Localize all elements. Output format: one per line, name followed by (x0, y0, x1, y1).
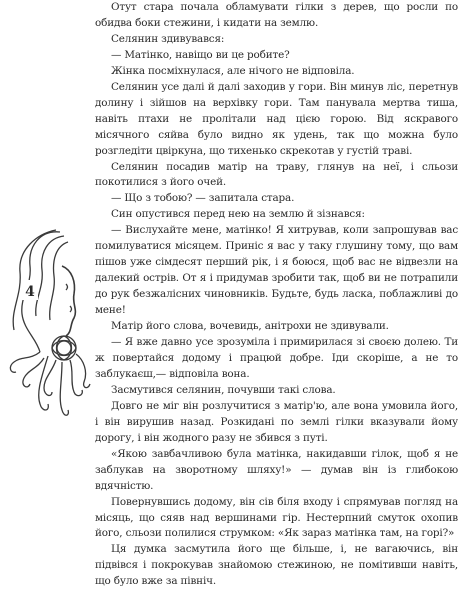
paragraph: Жінка посміхнулася, але нічого не відповіла. (111, 64, 355, 77)
paragraph: — Вислухайте мене, матінко! Я хитрував, коли запрошував вас помилуватися місяцем. Приніс я вас у таку глушину тому, що вам пішов уже сімдесят перший рік, і я боюся, щоб вас не відвезли на далекий острів. От я і придумав зробити так, щоб ви не потрапили до рук безжалісних чиновників. Будьте, будь ласка, поблажливі до мене! (95, 224, 458, 317)
paragraph: Матір його слова, вочевидь, анітрохи не здивували. (111, 320, 389, 333)
paragraph: Довго не міг він розлучитися з матір'ю, але вона умовила його, і він вирушив назад. Розкидані по землі гілки вказували йому дорогу, і він жодного разу не збився з путі. (95, 399, 458, 444)
knot-ornament-illustration (0, 226, 92, 426)
paragraph: Селянин посадив матір на траву, глянув на неї, і сльози покотилися з його очей. (95, 160, 458, 189)
paragraph: Повернувшись додому, він сів біля входу і спрямував погляд на місяць, що сяяв над вершинами гір. Нестерпний смуток охопив його, сльози полилися струмком: «Як зараз матінка там, на горі?» (95, 495, 458, 540)
paragraph: — Що з тобою? — запитала стара. (111, 192, 295, 205)
paragraph: Отут стара почала обламувати гілки з дерев, що росли по обидва боки стежини, і кидати на землю. (95, 1, 458, 29)
paragraph: Селянин усе далі й далі заходив у гори. Він минув ліс, перетнув долину і зійшов на верхівку гори. Там панувала мертва тиша, навіть птахи не пролітали над цією горою. Від яскравого місячного сяйва було видно як удень, так що можна було розгледіти цвіркуна, що тихенько скрекотав у густій траві. (95, 80, 458, 157)
paragraph: — Матінко, навіщо ви це робите? (111, 48, 290, 61)
paragraph: Селянин здивувався: (111, 32, 225, 45)
body-text (95, 0, 458, 590)
paragraph: «Якою завбачливою була матінка, накидавши гілок, щоб я не заблукав на зворотному шляху!» — думав він із глибокою вдячністю. (95, 447, 458, 492)
paragraph: Син опустився перед нею на землю й зізнався: (111, 208, 365, 221)
page-number: 4 (25, 284, 35, 300)
paragraph: Засмутився селянин, почувши такі слова. (111, 383, 336, 396)
paragraph: Ця думка засмутила його ще більше, і, не вагаючись, він підвівся і покрокував знайомою стежиною, не помітивши навіть, що було вже за північ. (95, 543, 458, 588)
paragraph: — Я вже давно усе зрозуміла і примирилася зі своєю долею. Ти ж повертайся додому і працюй добре. Іди скоріше, а не то заблукаєш,— відповіла вона. (95, 336, 458, 380)
